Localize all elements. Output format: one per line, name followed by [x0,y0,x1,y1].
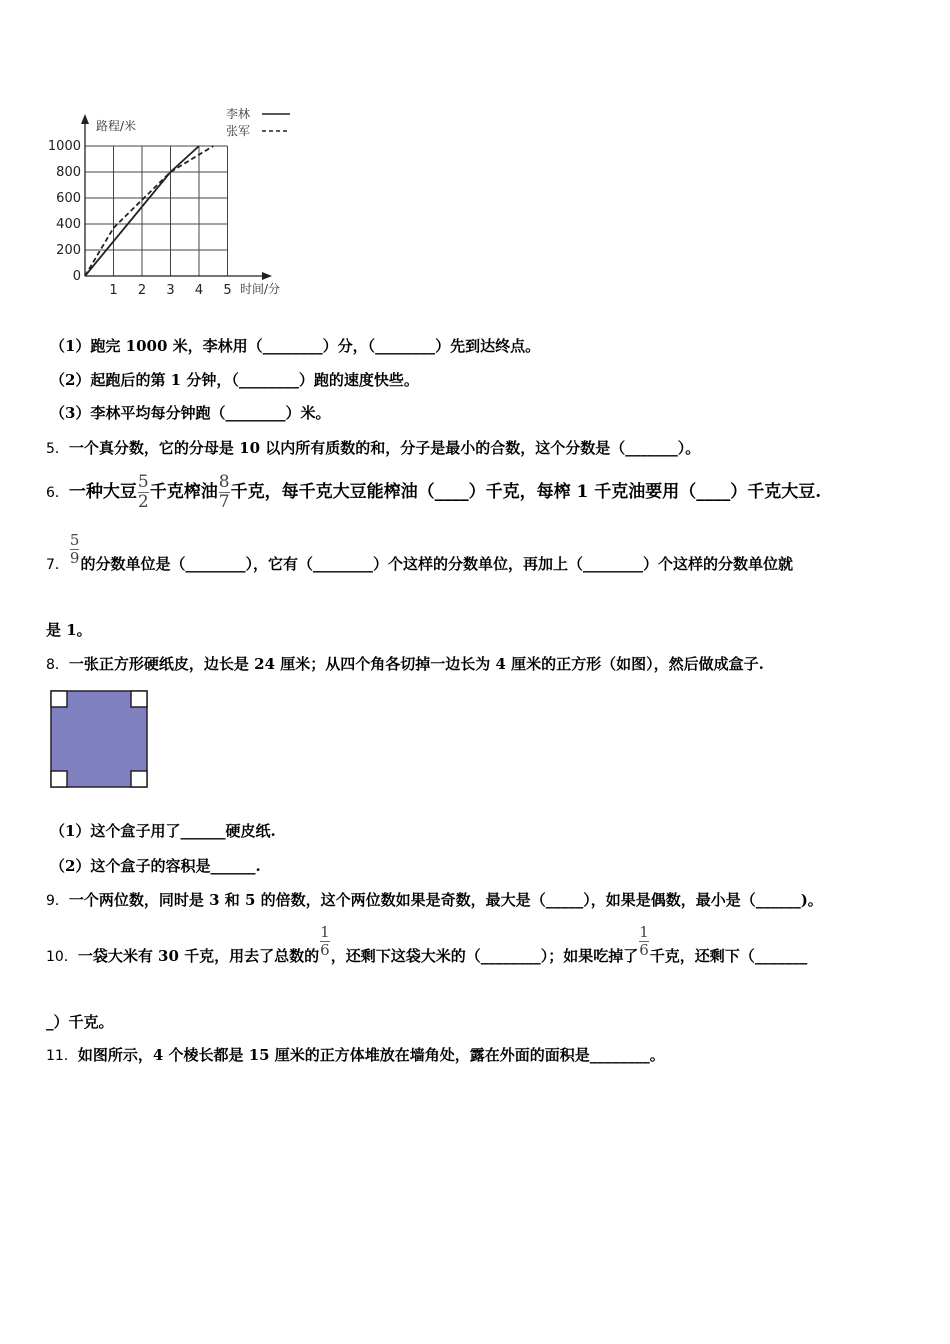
chart-tick-labels [48,139,232,298]
question-9 [46,890,823,911]
q8-sub2: （2）这个盒子的容积是______. [50,857,261,875]
q10-fraction-2: $\frac{1}{6}$ [639,923,649,959]
q4-sub3: （3）李林平均每分钟跑（________）米。 [50,404,331,422]
q11-text: 如图所示，4 个棱长都是 15 厘米的正方体堆放在墙角处，露在外面的面积是________。 [77,1046,665,1064]
legend-label: 李林 [226,107,251,121]
y-tick-label: 800 [56,165,81,180]
corner-cut-bottom-left [51,771,67,787]
x-tick-label: 3 [166,283,175,298]
x-tick-label: 1 [109,283,118,298]
q7-continuation: 是 1。 [46,621,92,639]
q11-number: 11． [46,1048,78,1064]
q7-number: 7． [46,557,69,573]
chart-grid [85,146,228,276]
x-tick-label: 5 [223,283,232,298]
y-tick-label: 0 [72,269,81,284]
y-axis-arrow [81,114,89,124]
legend-label: 张军 [226,124,251,138]
corner-cut-top-left [51,691,67,707]
q4-sub1: （1）跑完 1000 米，李林用（________）分，（________）先到达终点。 [50,337,541,355]
y-tick-label: 400 [56,217,81,232]
q6-fraction-2: $\frac{8}{7}$ [218,472,230,512]
q7-fraction: $\frac{5}{9}$ [69,531,80,567]
series-line-zhangjun [85,146,213,276]
q6-text-c: 千克，每千克大豆能榨油（____）千克，每榨 1 千克油要用（____）千克大豆. [230,482,822,502]
distance-time-chart [40,100,310,305]
x-tick-label: 2 [137,283,147,298]
q9-number: 9． [46,893,69,909]
question-8 [46,654,764,675]
question-10 [46,925,807,979]
chart-legend [226,106,290,138]
q4-sub2: （2）起跑后的第 1 分钟，（________）跑的速度快些。 [50,371,419,389]
q10-text-b: ，还剩下这袋大米的（________）；如果吃掉了 [330,947,639,965]
corner-cut-top-right [131,691,147,707]
chart-series [85,146,213,276]
x-tick-label: 4 [194,283,204,298]
question-7 [46,533,793,587]
q8-text: 一张正方形硬纸皮，边长是 24 厘米；从四个角各切掉一边长为 4 厘米的正方形（如图），然后做成盒子. [68,655,764,673]
q10-text-c: 千克，还剩下（_______ [649,947,808,965]
q10-continuation: _）千克。 [46,1013,114,1031]
corner-cut-bottom-right [131,771,147,787]
q5-text: 一个真分数，它的分母是 10 以内所有质数的和，分子是最小的合数，这个分数是（_______）。 [68,439,701,457]
q9-text: 一个两位数，同时是 3 和 5 的倍数，这个两位数如果是奇数，最大是（_____），如果是偶数，最小是（______)。 [68,891,823,909]
question-5 [46,438,700,459]
q10-fraction-1: $\frac{1}{6}$ [320,923,330,959]
q6-text-b: 千克榨油 [149,482,218,502]
chart-axes [81,114,272,280]
question-6 [46,470,821,515]
cardboard-square-figure [50,690,148,788]
q10-text-a: 一袋大米有 30 千克，用去了总数的 [77,947,320,965]
q6-number: 6． [46,485,69,501]
q6-text-a: 一种大豆 [68,482,137,502]
y-tick-label: 1000 [47,139,81,154]
x-axis-arrow [262,272,272,280]
question-11 [46,1045,665,1066]
chart-ylabel: 路程/米 [96,119,137,133]
y-tick-label: 200 [56,243,81,258]
q5-number: 5． [46,441,69,457]
q8-number: 8． [46,657,69,673]
q7-text: 的分数单位是（________），它有（________）个这样的分数单位，再加上（________）个这样的分数单位就 [80,555,793,573]
chart-xlabel: 时间/分 [240,282,281,296]
q6-fraction-1: $\frac{5}{2}$ [137,472,149,512]
y-tick-label: 600 [56,191,81,206]
q10-number: 10． [46,949,78,965]
q8-sub1: （1）这个盒子用了______硬皮纸. [50,822,276,840]
